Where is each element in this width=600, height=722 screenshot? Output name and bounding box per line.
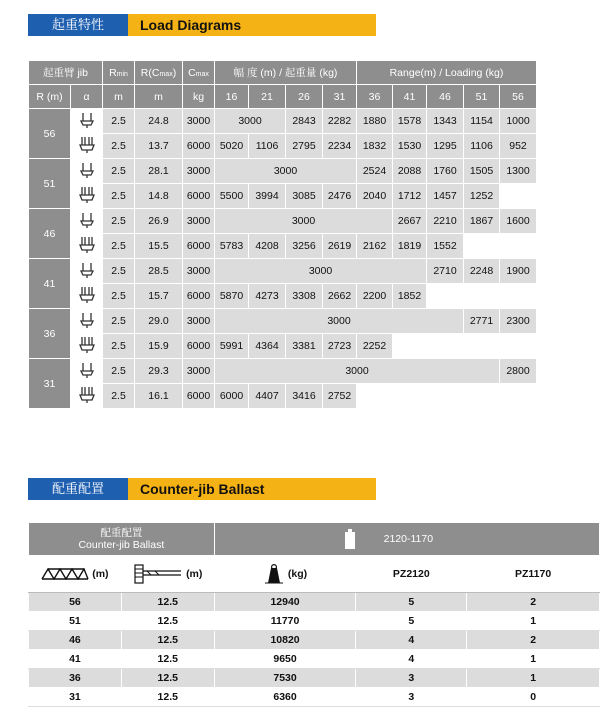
ballast-cell: 4 [356,631,467,650]
load-diagram-table [28,60,537,409]
value-cell: 6000 [183,284,215,309]
ballast-cell: 5 [356,593,467,612]
load-value-cell: 5020 [215,134,249,159]
load-value-cell: 5783 [215,234,249,259]
value-cell: 14.8 [135,184,183,209]
ballast-row [29,650,600,669]
hook-icon-cell [71,284,103,309]
jib-length-cell: 56 [29,109,71,159]
load-row [29,359,537,384]
load-value-cell: 1900 [500,259,537,284]
load-value-cell: 1578 [393,109,427,134]
header-cell: m [135,85,183,109]
value-cell: 29.0 [135,309,183,334]
value-cell: 2.5 [103,259,135,284]
jib-length-cell: 41 [29,259,71,309]
empty-cell [427,384,464,409]
value-cell: 2.5 [103,109,135,134]
value-cell: 16.1 [135,384,183,409]
value-cell: 15.9 [135,334,183,359]
section-title-en: Load Diagrams [128,14,376,36]
load-row [29,184,537,209]
value-cell: 3000 [183,109,215,134]
hook-icon-cell [71,209,103,234]
value-cell: 6000 [183,134,215,159]
load-row [29,309,537,334]
load-value-cell: 1154 [464,109,500,134]
empty-cell [393,384,427,409]
jib-truss-icon [41,568,89,580]
load-value-cell: 2843 [286,109,323,134]
load-value-cell: 1252 [464,184,500,209]
merged-load-cell: 3000 [215,159,357,184]
ballast-cell: 12.5 [121,688,214,707]
hook-icon-cell [71,359,103,384]
ballast-header-model [214,523,599,556]
header-cell: 21 [249,85,286,109]
value-cell: 24.8 [135,109,183,134]
value-cell: 3000 [183,209,215,234]
load-value-cell: 2040 [357,184,393,209]
load-row [29,334,537,359]
rmin-header: Rmin [103,61,135,85]
merged-load-cell: 3000 [215,359,500,384]
double-fall-hook-icon [79,336,95,354]
value-cell: 26.9 [135,209,183,234]
load-value-cell: 1000 [500,109,537,134]
load-value-cell: 2723 [323,334,357,359]
empty-cell [500,384,537,409]
header-cell: 16 [215,85,249,109]
merged-load-cell: 3000 [215,109,286,134]
load-value-cell: 2524 [357,159,393,184]
ballast-header-en: Counter-jib Ballast [78,539,165,551]
value-cell: 2.5 [103,159,135,184]
pz1170-header: PZ1170 [467,556,600,593]
jib-length-cell: 46 [29,209,71,259]
value-cell: 2.5 [103,134,135,159]
hook-icon-cell [71,309,103,334]
section-title-en: Counter-jib Ballast [128,478,376,500]
ballast-cell: 1 [467,669,600,688]
hook-icon-cell [71,384,103,409]
header-cell: 56 [500,85,537,109]
empty-cell [464,284,500,309]
single-fall-hook-icon [79,261,95,279]
load-value-cell: 2162 [357,234,393,259]
ballast-cell: 12940 [214,593,356,612]
ballast-cell: 56 [29,593,122,612]
load-row [29,159,537,184]
ballast-cell: 9650 [214,650,356,669]
ballast-cell: 0 [467,688,600,707]
ballast-table [28,522,600,707]
section-title-zh: 起重特性 [28,14,128,36]
empty-cell [427,284,464,309]
load-row [29,109,537,134]
load-value-cell: 952 [500,134,537,159]
ballast-block-icon [343,528,357,550]
empty-cell [500,284,537,309]
empty-cell [500,334,537,359]
value-cell: 2.5 [103,234,135,259]
load-value-cell: 3085 [286,184,323,209]
ballast-cell: 51 [29,612,122,631]
load-value-cell: 2300 [500,309,537,334]
load-value-cell: 3994 [249,184,286,209]
ballast-cell: 12.5 [121,669,214,688]
hook-icon-cell [71,234,103,259]
ballast-cell: 12.5 [121,631,214,650]
hook-icon-cell [71,134,103,159]
load-value-cell: 1300 [500,159,537,184]
hook-icon-cell [71,159,103,184]
load-value-cell: 4364 [249,334,286,359]
load-value-cell: 1457 [427,184,464,209]
load-value-cell: 1343 [427,109,464,134]
load-value-cell: 2248 [464,259,500,284]
load-value-cell: 1760 [427,159,464,184]
load-value-cell: 2088 [393,159,427,184]
double-fall-hook-icon [79,186,95,204]
value-cell: 28.1 [135,159,183,184]
load-row [29,134,537,159]
load-value-cell: 2252 [357,334,393,359]
ballast-cell: 3 [356,669,467,688]
ballast-cell: 4 [356,650,467,669]
value-cell: 2.5 [103,284,135,309]
ballast-model-label: 2120-1170 [383,532,434,545]
empty-cell [464,234,500,259]
load-value-cell: 5500 [215,184,249,209]
load-value-cell: 1852 [393,284,427,309]
value-cell: 6000 [183,384,215,409]
ballast-cell: 3 [356,688,467,707]
jib-header: 起重臂 jib [29,61,103,85]
value-cell: 6000 [183,184,215,209]
header-cell: kg [183,85,215,109]
load-value-cell: 3308 [286,284,323,309]
jib-length-cell: 31 [29,359,71,409]
load-row [29,259,537,284]
ballast-row [29,612,600,631]
header-cell: 36 [357,85,393,109]
load-value-cell: 2234 [323,134,357,159]
ballast-cell: 1 [467,612,600,631]
load-header-row-1 [29,61,537,85]
double-fall-hook-icon [79,136,95,154]
header-cell: α [71,85,103,109]
value-cell: 15.5 [135,234,183,259]
load-row [29,384,537,409]
ballast-cell: 36 [29,669,122,688]
load-value-cell: 3256 [286,234,323,259]
empty-cell [500,234,537,259]
value-cell: 29.3 [135,359,183,384]
ballast-subheader-row [29,556,600,593]
load-value-cell: 5870 [215,284,249,309]
load-value-cell: 1552 [427,234,464,259]
value-cell: 28.5 [135,259,183,284]
jib-length-cell: 36 [29,309,71,359]
merged-load-cell: 3000 [215,209,393,234]
hook-icon-cell [71,109,103,134]
range-header-zh: 幅 度 (m) / 起重量 (kg) [215,61,357,85]
empty-cell [427,334,464,359]
value-cell: 2.5 [103,309,135,334]
load-value-cell: 1832 [357,134,393,159]
load-value-cell: 2619 [323,234,357,259]
ballast-header-zh: 配重配置 [100,527,143,539]
header-cell: 51 [464,85,500,109]
value-cell: 3000 [183,159,215,184]
load-value-cell: 1106 [249,134,286,159]
ballast-cell: 31 [29,688,122,707]
hook-icon-cell [71,184,103,209]
hook-icon-cell [71,334,103,359]
load-value-cell: 1295 [427,134,464,159]
empty-cell [357,384,393,409]
section-title-zh: 配重配置 [28,478,128,500]
ballast-cell: 12.5 [121,612,214,631]
header-cell: 46 [427,85,464,109]
cmax-header: Cmax [183,61,215,85]
ballast-cell: 2 [467,593,600,612]
load-value-cell: 2210 [427,209,464,234]
header-cell: 31 [323,85,357,109]
load-value-cell: 2771 [464,309,500,334]
value-cell: 13.7 [135,134,183,159]
load-value-cell: 2800 [500,359,537,384]
ballast-row [29,631,600,650]
value-cell: 3000 [183,359,215,384]
load-value-cell: 4273 [249,284,286,309]
ballast-cell: 10820 [214,631,356,650]
hook-icon-cell [71,259,103,284]
empty-cell [393,334,427,359]
empty-cell [500,184,537,209]
value-cell: 2.5 [103,209,135,234]
ballast-row [29,669,600,688]
ballast-row [29,593,600,612]
header-cell: m [103,85,135,109]
double-fall-hook-icon [79,236,95,254]
load-value-cell: 2667 [393,209,427,234]
ballast-cell: 1 [467,650,600,669]
ballast-cell: 46 [29,631,122,650]
load-value-cell: 2476 [323,184,357,209]
load-row [29,284,537,309]
single-fall-hook-icon [79,111,95,129]
ballast-weight-icon [263,564,285,584]
load-value-cell: 4407 [249,384,286,409]
single-fall-hook-icon [79,361,95,379]
ballast-cell: 11770 [214,612,356,631]
load-value-cell: 2282 [323,109,357,134]
jib-length-cell: 51 [29,159,71,209]
load-row [29,234,537,259]
counter-jib-icon [133,563,183,585]
double-fall-hook-icon [79,286,95,304]
load-value-cell: 1712 [393,184,427,209]
ballast-cell: 12.5 [121,593,214,612]
load-header-row-2 [29,85,537,109]
value-cell: 2.5 [103,184,135,209]
ballast-header-row [29,523,600,556]
merged-load-cell: 3000 [215,259,427,284]
value-cell: 15.7 [135,284,183,309]
load-value-cell: 1505 [464,159,500,184]
load-value-cell: 1600 [500,209,537,234]
merged-load-cell: 3000 [215,309,464,334]
single-fall-hook-icon [79,161,95,179]
double-fall-hook-icon [79,386,95,404]
single-fall-hook-icon [79,211,95,229]
value-cell: 3000 [183,259,215,284]
load-value-cell: 4208 [249,234,286,259]
value-cell: 6000 [183,334,215,359]
jib-length-header: (m) [29,556,122,593]
ballast-cell: 12.5 [121,650,214,669]
load-value-cell: 1880 [357,109,393,134]
single-fall-hook-icon [79,311,95,329]
ballast-cell: 41 [29,650,122,669]
ballast-row [29,688,600,707]
counter-jib-length-header: (m) [121,556,214,593]
load-value-cell: 1819 [393,234,427,259]
value-cell: 6000 [183,234,215,259]
load-value-cell: 2200 [357,284,393,309]
empty-cell [464,384,500,409]
load-value-cell: 1530 [393,134,427,159]
load-value-cell: 2795 [286,134,323,159]
load-value-cell: 2710 [427,259,464,284]
load-value-cell: 2662 [323,284,357,309]
header-cell: 41 [393,85,427,109]
ballast-cell: 2 [467,631,600,650]
header-cell: 26 [286,85,323,109]
load-value-cell: 5991 [215,334,249,359]
value-cell: 2.5 [103,384,135,409]
load-value-cell: 1106 [464,134,500,159]
ballast-cell: 5 [356,612,467,631]
header-cell: R (m) [29,85,71,109]
empty-cell [464,334,500,359]
range-header-en: Range(m) / Loading (kg) [357,61,537,85]
pz2120-header: PZ2120 [356,556,467,593]
value-cell: 2.5 [103,359,135,384]
load-row [29,209,537,234]
load-value-cell: 3381 [286,334,323,359]
ballast-weight-header: (kg) [214,556,356,593]
load-value-cell: 3416 [286,384,323,409]
value-cell: 2.5 [103,334,135,359]
ballast-cell: 6360 [214,688,356,707]
value-cell: 3000 [183,309,215,334]
load-value-cell: 6000 [215,384,249,409]
load-value-cell: 1867 [464,209,500,234]
load-value-cell: 2752 [323,384,357,409]
ballast-header-left [29,523,215,556]
ballast-cell: 7530 [214,669,356,688]
rcmax-header: R(Cmax) [135,61,183,85]
